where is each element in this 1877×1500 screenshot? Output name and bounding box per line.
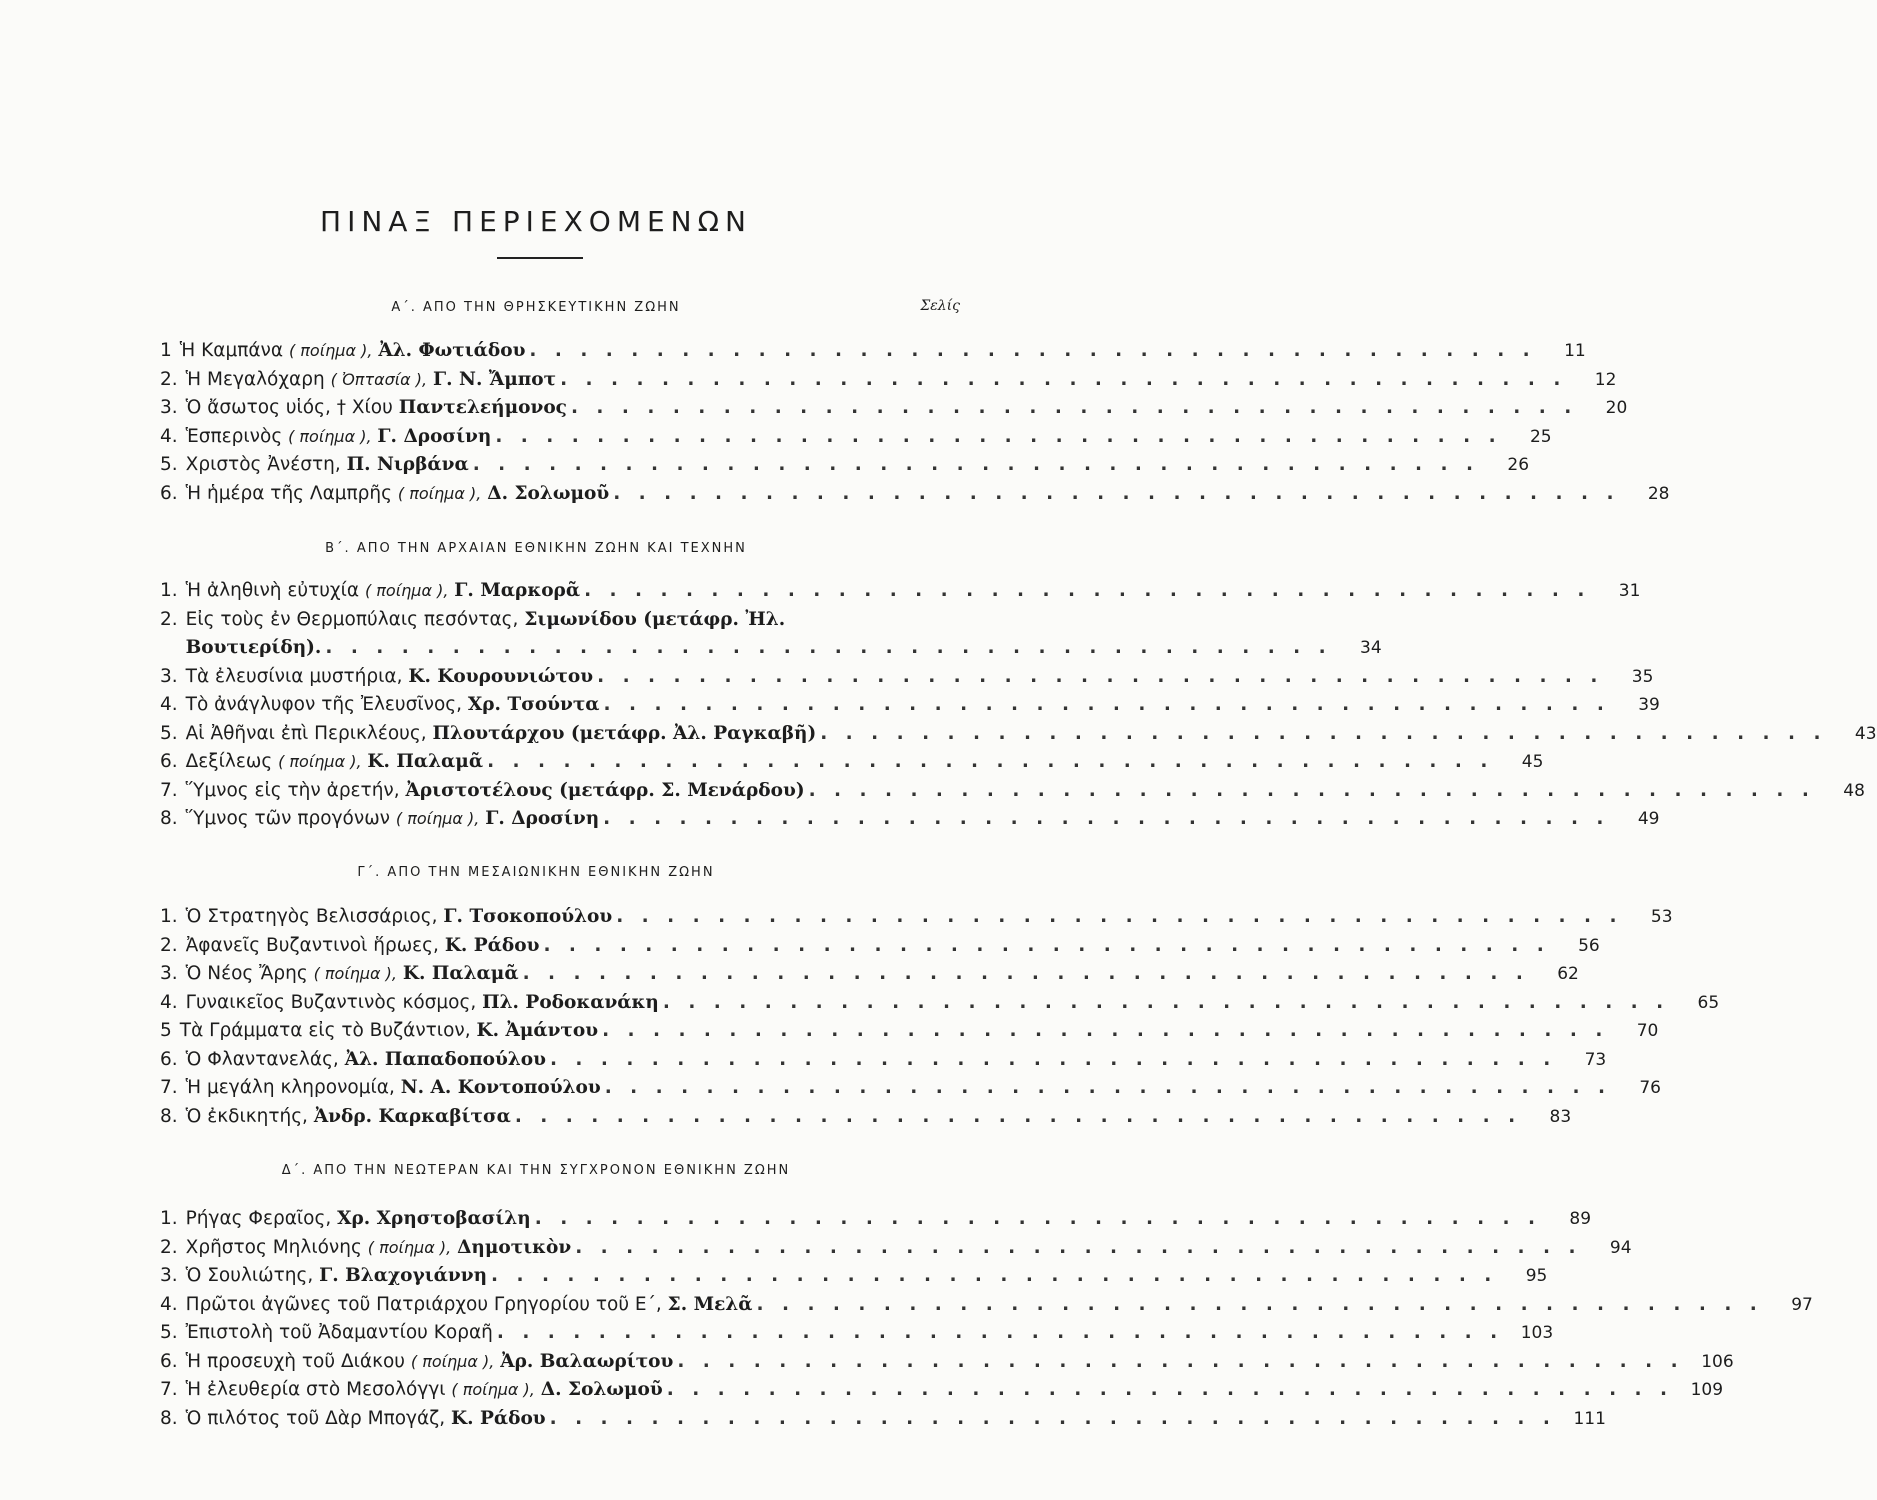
entry-number: 8. [160, 1407, 178, 1429]
toc-entry [160, 451, 1530, 480]
entry-author: Π. Νιρβάνα [346, 454, 469, 475]
toc-entry [160, 1405, 1606, 1434]
entry-author: Ἀνδρ. Καρκαβίτσα [313, 1105, 511, 1127]
entry-page: 35 [1631, 666, 1654, 687]
entry-number: 8. [160, 808, 178, 829]
entry-page: 83 [1549, 1106, 1572, 1127]
entry-number: 1. [160, 906, 178, 927]
entry-title: Ὁ Φλαντανελάς, Ἀλ. Παπαδοπούλου [185, 1048, 546, 1070]
entry-page: 70 [1636, 1021, 1659, 1041]
entry-author: Χρ. Τσούντα [467, 694, 600, 715]
entry-title: Ἡ Καμπάνα ( ποίημα ), Ἀλ. Φωτιάδου [179, 340, 526, 361]
entry-number: 2. [160, 608, 178, 630]
entry-page: 45 [1521, 752, 1544, 772]
entry-title: Ὁ πιλότος τοῦ Δὰρ Μπογάζ, Κ. Ράδου [185, 1407, 546, 1429]
toc-entry [160, 748, 1544, 777]
entry-author: Ἀλ. Παπαδοπούλου [344, 1048, 546, 1070]
toc-entry [160, 720, 1877, 749]
entry-title: Ἡ Μεγαλόχαρη ( Ὀπτασία ), Γ. Ν. Ἄμποτ [185, 368, 557, 390]
entry-note: ( ποίημα ), [278, 752, 362, 771]
entry-title: Ἑσπερινὸς ( ποίημα ), Γ. Δροσίνη [185, 425, 492, 447]
toc-entry [160, 960, 1579, 989]
entry-number: 1 [160, 340, 172, 361]
entry-number: 2. [160, 934, 178, 956]
entry-title: Αἱ Ἀθῆναι ἐπὶ Περικλέους, Πλουτάρχου (μετάφρ. Ἀλ. Ραγκαβῆ) [185, 722, 817, 744]
entry-page: 106 [1701, 1351, 1734, 1372]
entry-title: Ἀφανεῖς Βυζαντινοὶ ἥρωες, Κ. Ράδου [185, 934, 540, 956]
entry-author: Κ. Ἀμάντου [476, 1020, 599, 1041]
entry-page: 65 [1697, 992, 1720, 1013]
entry-note: ( ποίημα ), [364, 581, 449, 600]
entry-number: 4. [160, 1293, 178, 1315]
entry-title: Τὰ Γράμματα εἰς τὸ Βυζάντιον, Κ. Ἀμάντου [179, 1020, 599, 1041]
entry-page: 109 [1690, 1380, 1724, 1400]
dot-leader: . . . . . . . . . . . . . . . . . . . . . . . . . . . . . . . . . . . . . . . . [808, 779, 1815, 801]
dot-leader: . . . . . . . . . . . . . . . . . . . . . . . . . . . . . . . . . . . . . . . . [496, 1322, 1504, 1343]
dot-leader: . . . . . . . . . . . . . . . . . . . . . . . . . . . . . . . . . . . . . . . . [534, 1208, 1542, 1229]
entry-number: 5. [160, 1322, 178, 1343]
toc-entry [160, 1234, 1632, 1263]
entry-note: ( ποίημα ), [410, 1351, 495, 1371]
entry-title: Δεξίλεως ( ποίημα ), Κ. Παλαμᾶ [185, 751, 484, 772]
entry-author-continued: Βουτιερίδη). [185, 637, 322, 658]
entry-title: Γυναικεῖος Βυζαντινὸς κόσμος, Πλ. Ροδοκανάκη [185, 991, 659, 1013]
entry-title: Τὰ ἐλευσίνια μυστήρια, Κ. Κουρουνιώτου [185, 665, 594, 687]
dot-leader: . . . . . . . . . . . . . . . . . . . . . . . . . . . . . . . . . . . . . . . . [570, 397, 1578, 418]
toc-entry [160, 989, 1720, 1018]
toc-entry [160, 691, 1660, 720]
dot-leader: . . . . . . . . . . . . . . . . . . . . . . . . . . . . . . . . . . . . . . . . [603, 808, 1610, 829]
entry-page: 39 [1638, 695, 1660, 715]
entry-author: Ν. Α. Κοντοπούλου [400, 1077, 601, 1098]
toc-entry-continuation [160, 634, 1382, 663]
toc-entry [160, 1017, 1659, 1046]
entry-number: 7. [160, 1379, 178, 1400]
dot-leader: . . . . . . . . . . . . . . . . . . . . . . . . . . . . . . . . . . . . . . . . [603, 694, 1610, 715]
entry-page: 103 [1520, 1323, 1554, 1343]
entry-note: ( ποίημα ), [397, 483, 482, 503]
dot-leader: . . . . . . . . . . . . . . . . . . . . . . . . . . . . . . . . . . . . . . . . [597, 665, 1604, 687]
entry-title: Ὁ Σουλιώτης, Γ. Βλαχογιάννη [185, 1265, 488, 1286]
toc-entry [160, 480, 1670, 509]
entry-note: ( ποίημα ), [288, 426, 372, 446]
section-heading-b: Β΄. ΑΠΟ ΤΗΝ ΑΡΧΑΙΑΝ ΕΘΝΙΚΗΝ ΖΩΗΝ ΚΑΙ ΤΕΧΝΗΝ [325, 541, 747, 556]
entry-number: 4. [160, 694, 178, 715]
entry-page: 43 [1854, 723, 1877, 744]
entry-page: 89 [1569, 1209, 1592, 1229]
entry-number: 4. [160, 425, 178, 447]
dot-leader: . . . . . . . . . . . . . . . . . . . . . . . . . . . . . . . . . . . . . . . . [543, 934, 1550, 956]
section-heading-a: Α΄. ΑΠΟ ΤΗΝ ΘΡΗΣΚΕΥΤΙΚΗΝ ΖΩΗΝ [391, 300, 681, 315]
entry-title: Ὕμνος τῶν προγόνων ( ποίημα ), Γ. Δροσίνη [185, 808, 600, 829]
toc-entry [160, 1376, 1724, 1405]
entry-page: 11 [1564, 341, 1586, 361]
entry-title: Τὸ ἀνάγλυφον τῆς Ἐλευσῖνος, Χρ. Τσούντα [185, 694, 600, 715]
entry-number: 5. [160, 722, 178, 744]
toc-entry [160, 577, 1641, 606]
entry-author: Γ. Δροσίνη [377, 425, 492, 447]
entry-page: 62 [1557, 964, 1579, 984]
toc-entry [160, 777, 1865, 806]
dot-leader: . . . . . . . . . . . . . . . . . . . . . . . . . . . . . . . . . . . . . . . . [549, 1048, 1557, 1070]
entry-title: Ἡ ἀληθινὴ εὐτυχία ( ποίημα ), Γ. Μαρκορᾶ [185, 580, 581, 601]
entry-page: 26 [1507, 455, 1530, 475]
entry-title: Ἡ προσευχὴ τοῦ Διάκου ( ποίημα ), Ἀρ. Βαλαωρίτου [185, 1350, 674, 1372]
entry-page: 31 [1618, 581, 1641, 601]
entry-number: 1. [160, 580, 178, 601]
section-b [160, 577, 1877, 834]
entry-page: 48 [1843, 780, 1865, 801]
entry-author: Ἀλ. Φωτιάδου [378, 340, 526, 361]
dot-leader: . . . . . . . . . . . . . . . . . . . . . . . . . . . . . . . . . . . . . . . . [575, 1236, 1582, 1258]
toc-entry [160, 1074, 1661, 1103]
dot-leader: . . . . . . . . . . . . . . . . . . . . . . . . . . . . . . . . . . . . . . . . [820, 722, 1827, 744]
entry-author: Σιμωνίδου (μετάφρ. Ἠλ. [524, 608, 786, 630]
entry-author: Χρ. Χρηστοβασίλη [337, 1208, 531, 1229]
entry-number: 6. [160, 1048, 178, 1070]
entry-number: 7. [160, 779, 178, 801]
entry-page: 25 [1529, 426, 1552, 447]
dot-leader: . . . . . . . . . . . . . . . . . . . . . . . . . . . . . . . . . . . . . . . . [560, 368, 1567, 390]
entry-page: 20 [1605, 398, 1628, 418]
entry-author: Κ. Παλαμᾶ [402, 963, 519, 984]
dot-leader: . . . . . . . . . . . . . . . . . . . . . . . . . . . . . . . . . . . . . . . . [604, 1077, 1611, 1098]
entry-title: Χριστὸς Ἀνέστη, Π. Νιρβάνα [185, 454, 469, 475]
entry-title: Εἰς τοὺς ἐν Θερμοπύλαις πεσόντας, Σιμωνίδου (μετάφρ. Ἠλ. [185, 608, 786, 630]
entry-note: ( ποίημα ), [313, 964, 398, 983]
entry-number: 6. [160, 751, 178, 772]
toc-entry [160, 903, 1673, 932]
entry-title: Ἡ ἐλευθερία στὸ Μεσολόγγι ( ποίημα ), Δ. Σολωμοῦ [185, 1379, 663, 1400]
toc-entry [160, 1205, 1592, 1234]
section-a [160, 337, 1670, 508]
entry-author: Γ. Ν. Ἄμποτ [433, 368, 557, 390]
section-d [160, 1205, 1813, 1433]
entry-author: Κ. Παλαμᾶ [367, 751, 484, 772]
page-title: ΠΙΝΑΞ ΠΕΡΙΕΧΟΜΕΝΩΝ [320, 205, 752, 238]
dot-leader: . . . . . . . . . . . . . . . . . . . . . . . . . . . . . . . . . . . . . . . . [487, 751, 1494, 772]
section-heading-d: Δ΄. ΑΠΟ ΤΗΝ ΝΕΩΤΕΡΑΝ ΚΑΙ ΤΗΝ ΣΥΓΧΡΟΝΟΝ ΕΘΝΙΚΗΝ ΖΩΗΝ [281, 1163, 791, 1178]
entry-number: 2. [160, 368, 178, 390]
dot-leader: . . . . . . . . . . . . . . . . . . . . . . . . . . . . . . . . . . . . . . . . [662, 991, 1670, 1013]
toc-entry [160, 1348, 1734, 1377]
entry-title: Ὁ Στρατηγὸς Βελισσάριος, Γ. Τσοκοπούλου [185, 906, 613, 927]
entry-page: 94 [1609, 1237, 1632, 1258]
entry-author: Δημοτικὸν [457, 1236, 572, 1258]
entry-author: Κ. Ράδου [444, 934, 540, 956]
section-heading-c: Γ΄. ΑΠΟ ΤΗΝ ΜΕΣΑΙΩΝΙΚΗΝ ΕΘΝΙΚΗΝ ΖΩΗΝ [357, 865, 715, 880]
entry-title: Ὕμνος εἰς τὴν ἀρετήν, Ἀριστοτέλους (μετάφρ. Σ. Μενάρδου) [185, 779, 805, 801]
entry-note: ( ποίημα ), [367, 1237, 452, 1257]
toc-entry [160, 366, 1617, 395]
entry-title: Ρήγας Φεραῖος, Χρ. Χρηστοβασίλη [185, 1208, 531, 1229]
entry-page: 95 [1525, 1266, 1548, 1286]
entry-page: 73 [1584, 1049, 1607, 1070]
entry-page: 28 [1647, 483, 1670, 504]
entry-author: Σ. Μελᾶ [667, 1293, 753, 1315]
entry-page: 111 [1573, 1408, 1606, 1429]
dot-leader: . . . . . . . . . . . . . . . . . . . . . . . . . . . . . . . . . . . . . . . . [491, 1265, 1498, 1286]
entry-number: 5. [160, 454, 178, 475]
toc-entry [160, 337, 1586, 366]
entry-page: 97 [1791, 1294, 1813, 1315]
toc-entry [160, 805, 1660, 834]
entry-page: 56 [1578, 935, 1600, 956]
entry-number: 4. [160, 991, 178, 1013]
entry-author: Κ. Ράδου [451, 1407, 546, 1429]
entry-author: Κ. Κουρουνιώτου [408, 665, 594, 687]
entry-note: ( ποίημα ), [288, 341, 373, 360]
entry-author: Γ. Μαρκορᾶ [454, 580, 581, 601]
entry-title: Ὁ ἄσωτος υἱός, † Χίου Παντελεήμονος [185, 397, 567, 418]
entry-page: 76 [1639, 1078, 1661, 1098]
entry-author: Γ. Τσοκοπούλου [443, 906, 613, 927]
entry-author: Γ. Δροσίνη [485, 808, 600, 829]
entry-number: 8. [160, 1105, 178, 1127]
dot-leader: . . . . . . . . . . . . . . . . . . . . . . . . . . . . . . . . . . . . . . . . [666, 1379, 1674, 1400]
entry-title: Πρῶτοι ἀγῶνες τοῦ Πατριάρχου Γρηγορίου τοῦ Ε΄, Σ. Μελᾶ [185, 1293, 753, 1315]
dot-leader: . . . . . . . . . . . . . . . . . . . . . . . . . . . . . . . . . . . . . . . . [514, 1105, 1522, 1127]
toc-entry [160, 1319, 1554, 1348]
toc-entry [160, 1291, 1813, 1320]
entry-author: Δ. Σολωμοῦ [540, 1379, 663, 1400]
entry-note: ( Ὀπτασία ), [330, 369, 428, 389]
entry-number: 3. [160, 397, 178, 418]
entry-author: Δ. Σολωμοῦ [487, 482, 610, 504]
entry-author: Πλουτάρχου (μετάφρ. Ἀλ. Ραγκαβῆ) [432, 722, 817, 744]
entry-note: ( ποίημα ), [395, 809, 480, 828]
toc-entry [160, 1103, 1572, 1132]
entry-number: 3. [160, 1265, 178, 1286]
entry-number: 2. [160, 1236, 178, 1258]
dot-leader: . . . . . . . . . . . . . . . . . . . . . . . . . . . . . . . . . . . . . . . . [756, 1293, 1763, 1315]
toc-entry [160, 932, 1600, 961]
entry-title: Ἡ μεγάλη κληρονομία, Ν. Α. Κοντοπούλου [185, 1077, 601, 1098]
title-rule [497, 257, 583, 259]
entry-page: 49 [1637, 809, 1660, 829]
toc-entry [160, 1262, 1548, 1291]
entry-number: 1. [160, 1208, 178, 1229]
entry-author: Παντελεήμονος [398, 397, 567, 418]
entry-title: Ὁ ἐκδικητής, Ἀνδρ. Καρκαβίτσα [185, 1105, 511, 1127]
dot-leader: . . . . . . . . . . . . . . . . . . . . . . . . . . . . . . . . . . . . . . . . [602, 1020, 1609, 1041]
dot-leader: . . . . . . . . . . . . . . . . . . . . . . . . . . . . . . . . . . . . . . . . [584, 580, 1591, 601]
dot-leader: . . . . . . . . . . . . . . . . . . . . . . . . . . . . . . . . . . . . . . . . [325, 637, 1332, 658]
dot-leader: . . . . . . . . . . . . . . . . . . . . . . . . . . . . . . . . . . . . . . . . [616, 906, 1623, 927]
toc-entry [160, 423, 1552, 452]
page-column-label: Σελίς [920, 298, 960, 314]
toc-entry [160, 606, 960, 635]
entry-title: Ὁ Νέος Ἄρης ( ποίημα ), Κ. Παλαμᾶ [185, 963, 519, 984]
entry-title: Ἐπιστολὴ τοῦ Ἀδαμαντίου Κοραῆ [185, 1322, 493, 1343]
dot-leader: . . . . . . . . . . . . . . . . . . . . . . . . . . . . . . . . . . . . . . . . [522, 963, 1529, 984]
entry-number: 7. [160, 1077, 178, 1098]
section-c [160, 903, 1720, 1131]
entry-page: 12 [1594, 369, 1617, 390]
entry-number: 6. [160, 1350, 178, 1372]
entry-number: 6. [160, 482, 178, 504]
dot-leader: . . . . . . . . . . . . . . . . . . . . . . . . . . . . . . . . . . . . . . . . [529, 340, 1536, 361]
entry-note: ( ποίημα ), [451, 1380, 535, 1399]
entry-page: 53 [1650, 907, 1673, 927]
entry-title: Χρῆστος Μηλιόνης ( ποίημα ), Δημοτικὸν [185, 1236, 572, 1258]
entry-title: Ἡ ἡμέρα τῆς Λαμπρῆς ( ποίημα ), Δ. Σολωμοῦ [185, 482, 610, 504]
entry-author: Ἀριστοτέλους (μετάφρ. Σ. Μενάρδου) [405, 779, 805, 801]
toc-entry [160, 663, 1654, 692]
dot-leader: . . . . . . . . . . . . . . . . . . . . . . . . . . . . . . . . . . . . . . . . [472, 454, 1480, 475]
toc-entry [160, 1046, 1607, 1075]
entry-number: 3. [160, 665, 178, 687]
dot-leader: . . . . . . . . . . . . . . . . . . . . . . . . . . . . . . . . . . . . . . . . [677, 1350, 1684, 1372]
entry-author: Πλ. Ροδοκανάκη [482, 991, 659, 1013]
entry-author: Ἀρ. Βαλαωρίτου [500, 1350, 674, 1372]
entry-page: 34 [1360, 638, 1382, 658]
dot-leader: . . . . . . . . . . . . . . . . . . . . . . . . . . . . . . . . . . . . . . . . [495, 425, 1502, 447]
entry-author: Γ. Βλαχογιάννη [319, 1265, 488, 1286]
toc-entry [160, 394, 1628, 423]
entry-number: 3. [160, 963, 178, 984]
entry-number: 5 [160, 1020, 172, 1041]
dot-leader: . . . . . . . . . . . . . . . . . . . . . . . . . . . . . . . . . . . . . . . . [613, 482, 1620, 504]
dot-leader: . . . . . . . . . . . . . . . . . . . . . . . . . . . . . . . . . . . . . . . . [549, 1407, 1556, 1429]
